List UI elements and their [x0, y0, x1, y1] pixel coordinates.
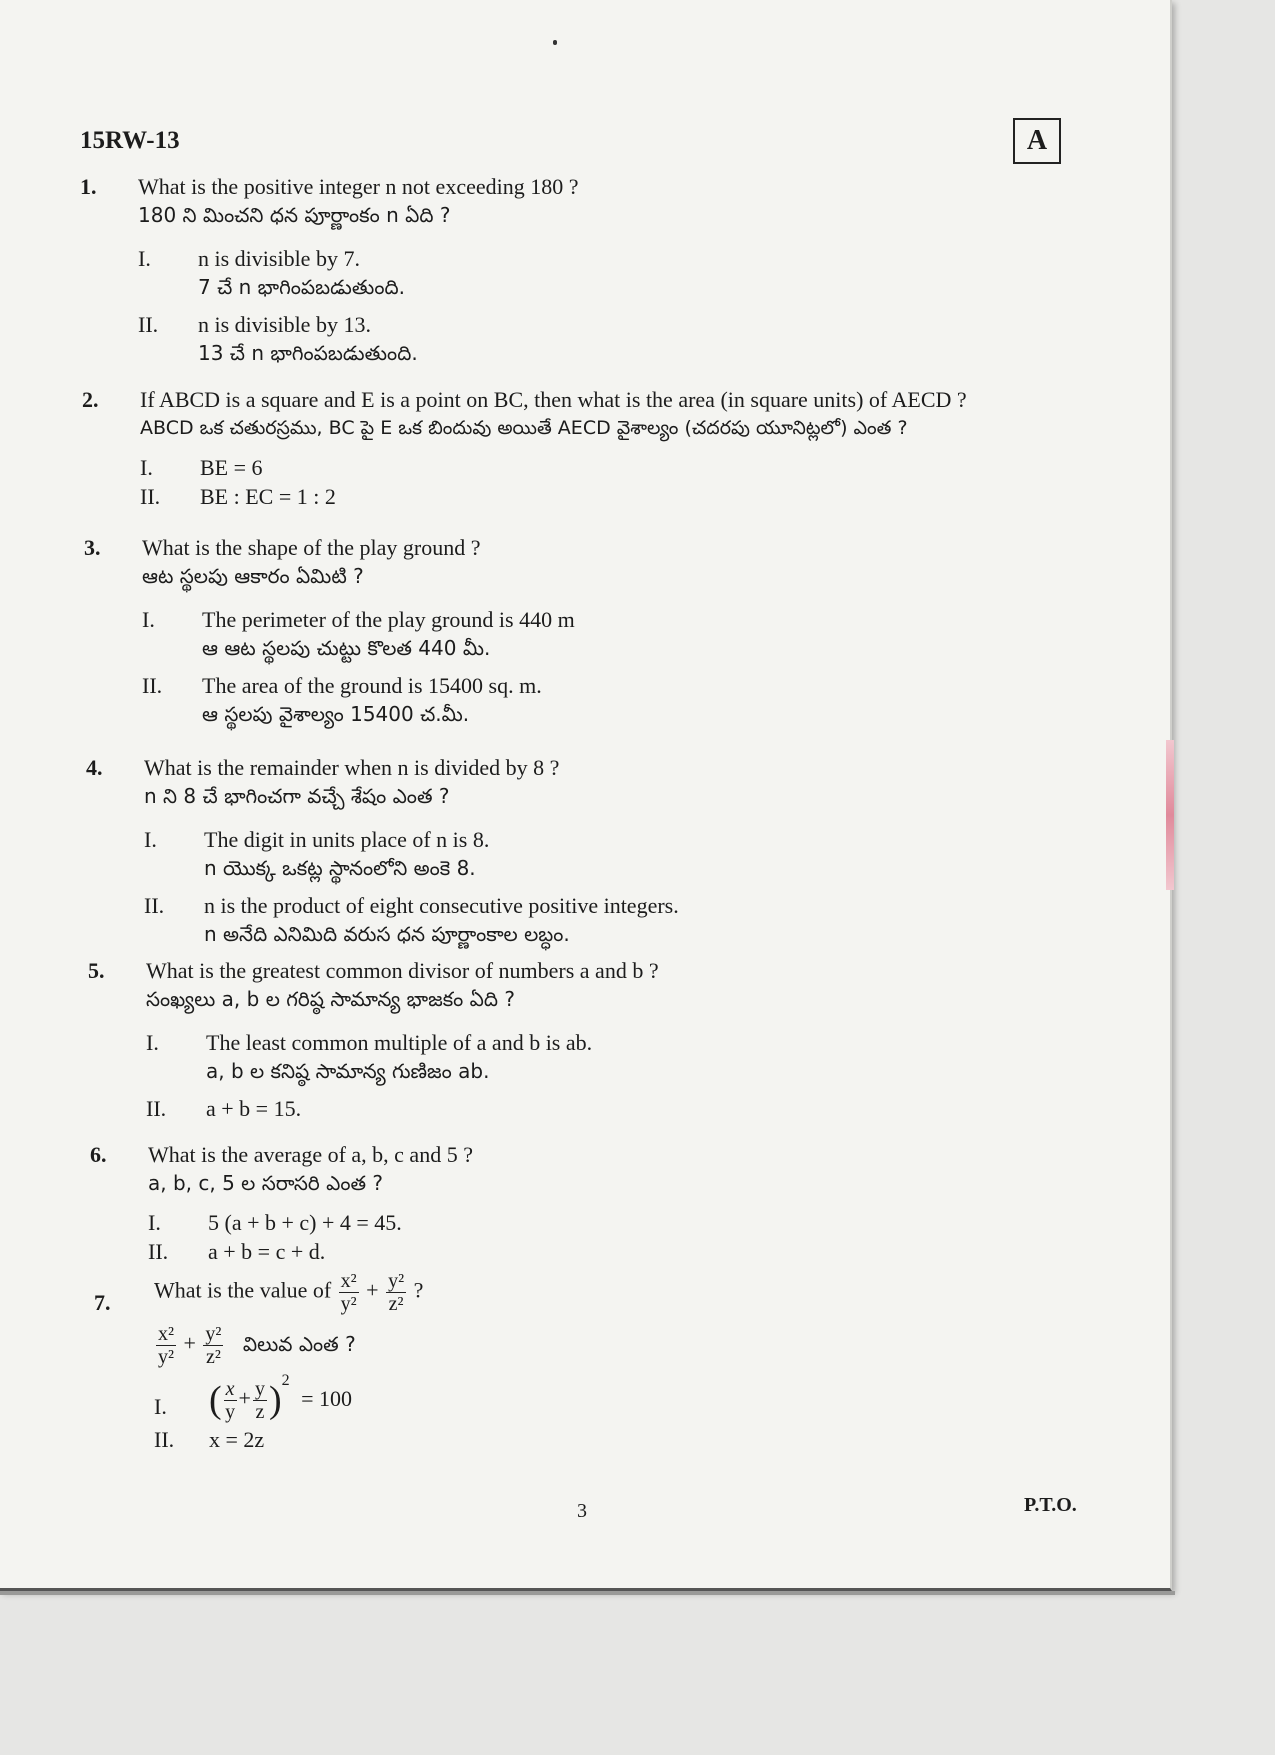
statement-en: a + b = 15. [206, 1096, 302, 1121]
statement [146, 1028, 1126, 1086]
question-lead: What is the value of [154, 1277, 332, 1303]
question-number: 1. [80, 174, 97, 199]
fraction-y2-over-z2: $\frac{\text{y²}}{\text{z²}}$ [205, 1323, 222, 1368]
statement-en: BE = 6 [200, 455, 263, 480]
question-text-te: ABCD ఒక చతురస్రము, BC పై E ఒక బిందువు అయితే AECD వైశాల్యం (చదరపు యూనిట్లలో) ఎంత ? [140, 417, 908, 439]
statement [148, 1237, 1128, 1266]
question-text-en: What is the greatest common divisor of numbers a and b ? [146, 958, 659, 983]
plus-sign: + [183, 1330, 196, 1356]
statement-number: I. [154, 1394, 167, 1419]
exponent: 2 [281, 1372, 290, 1390]
left-paren: ( [209, 1379, 222, 1421]
statement-en: n is the product of eight consecutive positive integers. [204, 893, 679, 918]
question-text-en: What is the remainder when n is divided by 8 ? [144, 755, 560, 780]
statement [154, 1425, 1134, 1454]
statement-te: 13 చే n భాగింపబడుతుంది. [198, 341, 418, 365]
statement [138, 310, 1118, 368]
statement [138, 244, 1118, 302]
question-text-en: What is the shape of the play ground ? [142, 535, 481, 560]
speck [553, 40, 557, 45]
question-text-en: What is the average of a, b, c and 5 ? [148, 1142, 473, 1167]
plus-sign: + [366, 1277, 379, 1303]
formula-rhs: = 100 [301, 1385, 353, 1411]
statement [154, 1372, 1134, 1423]
statement-number: II. [154, 1427, 175, 1452]
statement-te: n అనేది ఎనిమిది వరుస ధన పూర్ణాంకాల లబ్ధం. [204, 922, 570, 946]
statement [140, 482, 1120, 511]
question-text-te [154, 1323, 1134, 1368]
fraction-y-over-z: $\frac{y}{z}$ [254, 1378, 265, 1423]
statement-number: I. [148, 1210, 161, 1235]
statement-en: The perimeter of the play ground is 440 m [202, 607, 575, 632]
page-number: 3 [577, 1500, 587, 1522]
statement-en: 5 (a + b + c) + 4 = 45. [208, 1210, 402, 1235]
statement-number: II. [140, 484, 161, 509]
statement-en: n is divisible by 13. [198, 312, 371, 337]
page-edge [0, 1591, 1175, 1595]
statement-en: a + b = c + d. [208, 1239, 326, 1264]
statement-te: 7 చే n భాగింపబడుతుంది. [198, 275, 405, 299]
question-number: 3. [84, 535, 101, 560]
telugu-tail: విలువ ఎంత ? [242, 1331, 356, 1356]
statement-number: I. [146, 1030, 159, 1055]
question-text-en: If ABCD is a square and E is a point on BC, then what is the area (in square units) of AECD ? [140, 387, 967, 412]
question-number: 7. [94, 1290, 111, 1315]
question-7 [94, 1270, 794, 1500]
statement [142, 671, 1122, 729]
statement-number: II. [148, 1239, 169, 1264]
series-box: A [1013, 118, 1061, 164]
binding-mark [1166, 740, 1174, 890]
question-text-te: 180 ని మించని ధన పూర్ణాంకం n ఏది ? [138, 203, 451, 227]
question-number: 4. [86, 755, 103, 780]
statement [148, 1208, 1128, 1237]
statement [146, 1094, 1126, 1123]
question-text-te: a, b, c, 5 ల సరాసరి ఎంత ? [148, 1171, 384, 1195]
question-text-te: సంఖ్యలు a, b ల గరిష్ఠ సామాన్య భాజకం ఏది ? [146, 987, 515, 1011]
question-number: 5. [88, 958, 105, 983]
statement-en: n is divisible by 7. [198, 246, 360, 271]
question-text-en: What is the positive integer n not exceeding 180 ? [138, 174, 579, 199]
statement-number: I. [142, 607, 155, 632]
statement-te: ఆ ఆట స్థలపు చుట్టు కొలత 440 మీ. [202, 636, 491, 660]
statement-number: II. [146, 1096, 167, 1121]
statement-en: x = 2z [209, 1427, 265, 1452]
fraction-y2-over-z2: $\frac{\text{y²}}{\text{z²}}$ [388, 1270, 405, 1315]
statement-en: The area of the ground is 15400 sq. m. [202, 673, 542, 698]
statement-number: II. [138, 312, 159, 337]
statement-number: II. [142, 673, 163, 698]
fraction-x2-over-y2: $\frac{\text{x²}}{\text{y²}}$ [158, 1323, 174, 1368]
statement [144, 825, 1124, 883]
question-number: 2. [82, 387, 99, 412]
statement-te: a, b ల కనిష్ఠ సామాన్య గుణిజం ab. [206, 1059, 490, 1083]
question-mark: ? [413, 1277, 424, 1303]
statement-number: I. [140, 455, 153, 480]
question-text-en [154, 1270, 1134, 1315]
fraction-x-over-y: $\frac{x}{y}$ [225, 1378, 236, 1423]
statement-te: n యొక్క ఒకట్ల స్థానంలోని అంకె 8. [204, 856, 476, 880]
statement-formula [209, 1372, 1134, 1423]
statement-number: I. [144, 827, 157, 852]
statement-number: II. [144, 893, 165, 918]
statement-en: The least common multiple of a and b is ab. [206, 1030, 593, 1055]
statement [142, 605, 1122, 663]
statement-te: ఆ స్థలపు వైశాల్యం 15400 చ.మీ. [202, 702, 470, 726]
statement-en: The digit in units place of n is 8. [204, 827, 490, 852]
question-number: 6. [90, 1142, 107, 1167]
right-paren: ) [268, 1379, 282, 1421]
question-text-te: n ని 8 చే భాగించగా వచ్చే శేషం ఎంత ? [144, 784, 450, 808]
question-text-te: ఆట స్థలపు ఆకారం ఏమిటి ? [142, 564, 364, 588]
statement-number: I. [138, 246, 151, 271]
fraction-x2-over-y2: $\frac{\text{x²}}{\text{y²}}$ [340, 1270, 357, 1315]
statement [140, 453, 1120, 482]
paper-code: 15RW-13 [80, 127, 180, 154]
pto-label: P.T.O. [1024, 1494, 1077, 1516]
statement [144, 891, 1124, 949]
plus-sign: + [238, 1385, 251, 1411]
statement-en: BE : EC = 1 : 2 [200, 484, 336, 509]
